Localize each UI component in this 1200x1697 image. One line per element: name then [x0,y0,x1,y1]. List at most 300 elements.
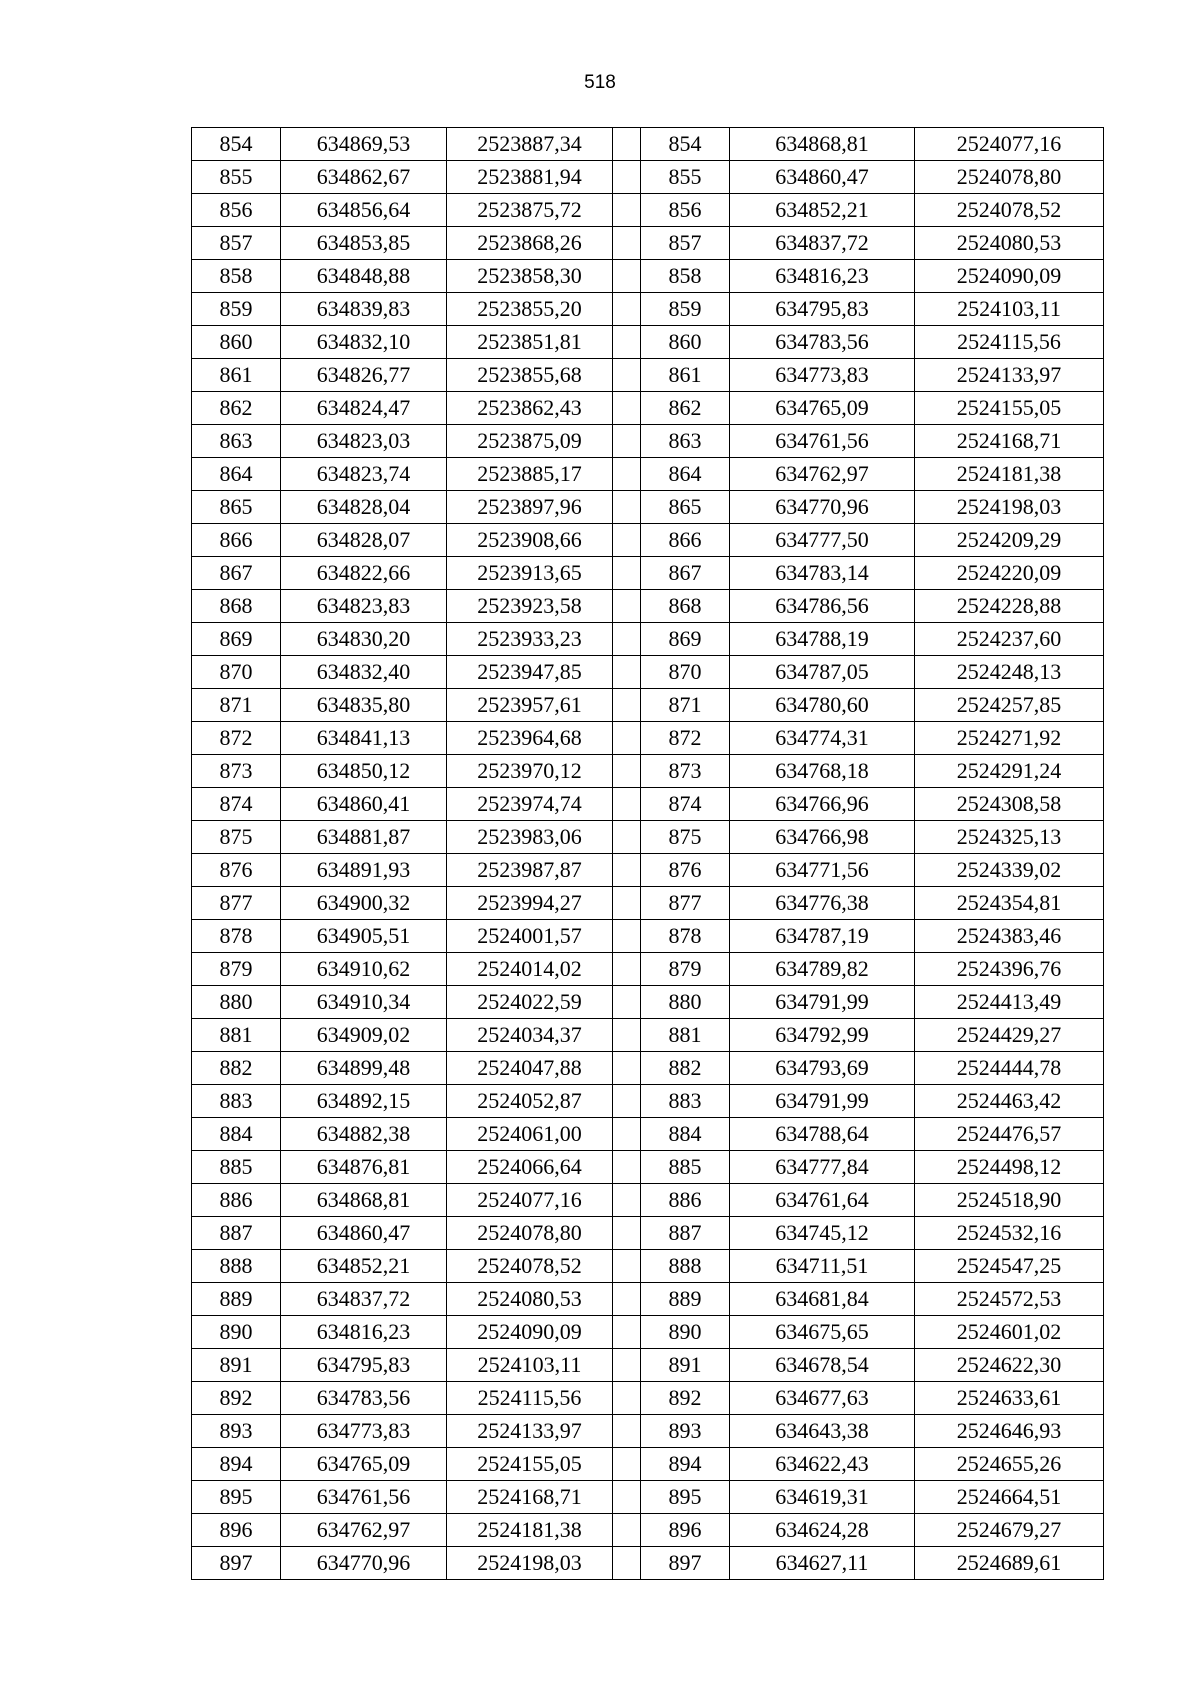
y-coordinate-right: 2524155,05 [915,392,1104,425]
x-coordinate-right: 634678,54 [730,1349,915,1382]
x-coordinate-left: 634860,41 [281,788,447,821]
x-coordinate-left: 634848,88 [281,260,447,293]
x-coordinate-right: 634786,56 [730,590,915,623]
x-coordinate-right: 634761,56 [730,425,915,458]
point-number-left: 873 [192,755,281,788]
table-row [192,326,1104,359]
point-number-left: 864 [192,458,281,491]
y-coordinate-right: 2524664,51 [915,1481,1104,1514]
point-number-left: 880 [192,986,281,1019]
separator-cell [613,458,641,491]
separator-cell [613,161,641,194]
table-row [192,623,1104,656]
table-row [192,953,1104,986]
point-number-left: 869 [192,623,281,656]
point-number-right: 884 [641,1118,730,1151]
y-coordinate-left: 2524103,11 [447,1349,613,1382]
point-number-left: 888 [192,1250,281,1283]
point-number-left: 883 [192,1085,281,1118]
separator-cell [613,821,641,854]
point-number-right: 866 [641,524,730,557]
table-row [192,425,1104,458]
point-number-right: 873 [641,755,730,788]
table-row [192,458,1104,491]
point-number-left: 865 [192,491,281,524]
point-number-left: 863 [192,425,281,458]
point-number-right: 890 [641,1316,730,1349]
point-number-left: 893 [192,1415,281,1448]
separator-cell [613,788,641,821]
separator-cell [613,986,641,1019]
separator-cell [613,1085,641,1118]
point-number-left: 856 [192,194,281,227]
point-number-left: 889 [192,1283,281,1316]
y-coordinate-left: 2523970,12 [447,755,613,788]
y-coordinate-left: 2523875,72 [447,194,613,227]
point-number-left: 891 [192,1349,281,1382]
x-coordinate-right: 634860,47 [730,161,915,194]
x-coordinate-left: 634892,15 [281,1085,447,1118]
y-coordinate-right: 2524271,92 [915,722,1104,755]
point-number-left: 866 [192,524,281,557]
point-number-right: 861 [641,359,730,392]
y-coordinate-left: 2523862,43 [447,392,613,425]
table-row [192,1316,1104,1349]
y-coordinate-right: 2524078,80 [915,161,1104,194]
x-coordinate-left: 634770,96 [281,1547,447,1580]
x-coordinate-left: 634762,97 [281,1514,447,1547]
separator-cell [613,359,641,392]
x-coordinate-left: 634835,80 [281,689,447,722]
separator-cell [613,425,641,458]
x-coordinate-left: 634823,03 [281,425,447,458]
x-coordinate-left: 634876,81 [281,1151,447,1184]
x-coordinate-left: 634795,83 [281,1349,447,1382]
table-row [192,1052,1104,1085]
y-coordinate-left: 2523983,06 [447,821,613,854]
table-row [192,1448,1104,1481]
point-number-right: 874 [641,788,730,821]
separator-cell [613,1349,641,1382]
point-number-right: 868 [641,590,730,623]
y-coordinate-right: 2524633,61 [915,1382,1104,1415]
y-coordinate-right: 2524383,46 [915,920,1104,953]
separator-cell [613,1184,641,1217]
point-number-left: 871 [192,689,281,722]
point-number-right: 858 [641,260,730,293]
x-coordinate-left: 634828,07 [281,524,447,557]
point-number-right: 888 [641,1250,730,1283]
point-number-left: 884 [192,1118,281,1151]
table-row [192,590,1104,623]
y-coordinate-left: 2524090,09 [447,1316,613,1349]
point-number-left: 879 [192,953,281,986]
y-coordinate-right: 2524291,24 [915,755,1104,788]
point-number-right: 878 [641,920,730,953]
point-number-right: 880 [641,986,730,1019]
x-coordinate-right: 634768,18 [730,755,915,788]
x-coordinate-left: 634841,13 [281,722,447,755]
y-coordinate-left: 2523933,23 [447,623,613,656]
point-number-right: 889 [641,1283,730,1316]
x-coordinate-right: 634780,60 [730,689,915,722]
y-coordinate-left: 2523897,96 [447,491,613,524]
point-number-right: 892 [641,1382,730,1415]
x-coordinate-left: 634783,56 [281,1382,447,1415]
point-number-right: 859 [641,293,730,326]
x-coordinate-left: 634862,67 [281,161,447,194]
x-coordinate-left: 634881,87 [281,821,447,854]
y-coordinate-left: 2524155,05 [447,1448,613,1481]
point-number-left: 861 [192,359,281,392]
separator-cell [613,194,641,227]
point-number-right: 855 [641,161,730,194]
table-row [192,557,1104,590]
y-coordinate-right: 2524532,16 [915,1217,1104,1250]
x-coordinate-left: 634828,04 [281,491,447,524]
y-coordinate-right: 2524103,11 [915,293,1104,326]
table-row [192,887,1104,920]
table-row [192,722,1104,755]
x-coordinate-left: 634882,38 [281,1118,447,1151]
y-coordinate-right: 2524429,27 [915,1019,1104,1052]
separator-cell [613,392,641,425]
x-coordinate-left: 634773,83 [281,1415,447,1448]
y-coordinate-right: 2524518,90 [915,1184,1104,1217]
page-number: 518 [584,72,616,93]
x-coordinate-right: 634795,83 [730,293,915,326]
table-row [192,755,1104,788]
point-number-right: 887 [641,1217,730,1250]
y-coordinate-right: 2524396,76 [915,953,1104,986]
table-row [192,1019,1104,1052]
y-coordinate-right: 2524133,97 [915,359,1104,392]
point-number-right: 894 [641,1448,730,1481]
y-coordinate-left: 2524078,52 [447,1250,613,1283]
point-number-right: 869 [641,623,730,656]
y-coordinate-left: 2523974,74 [447,788,613,821]
point-number-left: 858 [192,260,281,293]
x-coordinate-right: 634766,98 [730,821,915,854]
y-coordinate-left: 2524078,80 [447,1217,613,1250]
x-coordinate-right: 634787,05 [730,656,915,689]
point-number-left: 854 [192,128,281,161]
separator-cell [613,293,641,326]
y-coordinate-right: 2524198,03 [915,491,1104,524]
y-coordinate-left: 2523875,09 [447,425,613,458]
point-number-right: 886 [641,1184,730,1217]
y-coordinate-left: 2524014,02 [447,953,613,986]
x-coordinate-left: 634910,34 [281,986,447,1019]
table-row [192,128,1104,161]
y-coordinate-right: 2524354,81 [915,887,1104,920]
y-coordinate-left: 2524001,57 [447,920,613,953]
point-number-left: 874 [192,788,281,821]
x-coordinate-left: 634853,85 [281,227,447,260]
table-row [192,392,1104,425]
separator-cell [613,953,641,986]
x-coordinate-right: 634765,09 [730,392,915,425]
point-number-right: 856 [641,194,730,227]
x-coordinate-right: 634675,65 [730,1316,915,1349]
table-row [192,260,1104,293]
point-number-left: 867 [192,557,281,590]
y-coordinate-right: 2524220,09 [915,557,1104,590]
point-number-right: 877 [641,887,730,920]
x-coordinate-left: 634910,62 [281,953,447,986]
x-coordinate-right: 634677,63 [730,1382,915,1415]
table-row [192,920,1104,953]
y-coordinate-right: 2524308,58 [915,788,1104,821]
point-number-right: 854 [641,128,730,161]
point-number-right: 872 [641,722,730,755]
table-row [192,821,1104,854]
point-number-right: 875 [641,821,730,854]
separator-cell [613,689,641,722]
x-coordinate-right: 634791,99 [730,1085,915,1118]
separator-cell [613,1283,641,1316]
separator-cell [613,656,641,689]
y-coordinate-right: 2524078,52 [915,194,1104,227]
table-row [192,1283,1104,1316]
point-number-right: 871 [641,689,730,722]
y-coordinate-left: 2523851,81 [447,326,613,359]
x-coordinate-right: 634762,97 [730,458,915,491]
point-number-left: 862 [192,392,281,425]
y-coordinate-left: 2523957,61 [447,689,613,722]
y-coordinate-left: 2524181,38 [447,1514,613,1547]
point-number-right: 879 [641,953,730,986]
y-coordinate-right: 2524679,27 [915,1514,1104,1547]
y-coordinate-right: 2524444,78 [915,1052,1104,1085]
separator-cell [613,1547,641,1580]
separator-cell [613,1250,641,1283]
y-coordinate-right: 2524168,71 [915,425,1104,458]
table-row [192,1250,1104,1283]
y-coordinate-right: 2524601,02 [915,1316,1104,1349]
separator-cell [613,227,641,260]
y-coordinate-right: 2524646,93 [915,1415,1104,1448]
x-coordinate-right: 634868,81 [730,128,915,161]
point-number-left: 887 [192,1217,281,1250]
y-coordinate-right: 2524080,53 [915,227,1104,260]
point-number-left: 894 [192,1448,281,1481]
x-coordinate-right: 634771,56 [730,854,915,887]
coordinates-table [191,127,1104,1580]
separator-cell [613,623,641,656]
y-coordinate-left: 2524080,53 [447,1283,613,1316]
y-coordinate-left: 2523913,65 [447,557,613,590]
x-coordinate-right: 634792,99 [730,1019,915,1052]
point-number-right: 882 [641,1052,730,1085]
x-coordinate-left: 634856,64 [281,194,447,227]
separator-cell [613,1481,641,1514]
x-coordinate-left: 634839,83 [281,293,447,326]
separator-cell [613,524,641,557]
point-number-right: 896 [641,1514,730,1547]
point-number-left: 881 [192,1019,281,1052]
x-coordinate-left: 634761,56 [281,1481,447,1514]
separator-cell [613,260,641,293]
x-coordinate-left: 634823,74 [281,458,447,491]
table-row [192,1085,1104,1118]
point-number-right: 891 [641,1349,730,1382]
point-number-left: 896 [192,1514,281,1547]
separator-cell [613,1382,641,1415]
point-number-left: 890 [192,1316,281,1349]
y-coordinate-right: 2524463,42 [915,1085,1104,1118]
point-number-right: 867 [641,557,730,590]
x-coordinate-right: 634643,38 [730,1415,915,1448]
x-coordinate-left: 634826,77 [281,359,447,392]
point-number-right: 895 [641,1481,730,1514]
separator-cell [613,1316,641,1349]
point-number-left: 857 [192,227,281,260]
x-coordinate-left: 634860,47 [281,1217,447,1250]
table-row [192,491,1104,524]
y-coordinate-right: 2524077,16 [915,128,1104,161]
table-row [192,1151,1104,1184]
x-coordinate-right: 634816,23 [730,260,915,293]
x-coordinate-right: 634681,84 [730,1283,915,1316]
x-coordinate-left: 634824,47 [281,392,447,425]
y-coordinate-right: 2524413,49 [915,986,1104,1019]
point-number-left: 885 [192,1151,281,1184]
x-coordinate-right: 634761,64 [730,1184,915,1217]
separator-cell [613,1514,641,1547]
y-coordinate-right: 2524257,85 [915,689,1104,722]
x-coordinate-left: 634868,81 [281,1184,447,1217]
x-coordinate-left: 634891,93 [281,854,447,887]
y-coordinate-left: 2524115,56 [447,1382,613,1415]
y-coordinate-left: 2524066,64 [447,1151,613,1184]
table-row [192,1118,1104,1151]
point-number-left: 895 [192,1481,281,1514]
y-coordinate-left: 2523855,20 [447,293,613,326]
point-number-right: 876 [641,854,730,887]
point-number-right: 870 [641,656,730,689]
x-coordinate-right: 634788,19 [730,623,915,656]
table-row [192,1415,1104,1448]
point-number-right: 857 [641,227,730,260]
table-row [192,854,1104,887]
y-coordinate-left: 2523947,85 [447,656,613,689]
table-row [192,656,1104,689]
separator-cell [613,1118,641,1151]
y-coordinate-right: 2524498,12 [915,1151,1104,1184]
table-row [192,1184,1104,1217]
x-coordinate-right: 634619,31 [730,1481,915,1514]
y-coordinate-left: 2523887,34 [447,128,613,161]
x-coordinate-right: 634793,69 [730,1052,915,1085]
x-coordinate-right: 634774,31 [730,722,915,755]
x-coordinate-left: 634850,12 [281,755,447,788]
separator-cell [613,1448,641,1481]
separator-cell [613,854,641,887]
point-number-left: 876 [192,854,281,887]
point-number-right: 883 [641,1085,730,1118]
table-row [192,227,1104,260]
table-row [192,293,1104,326]
y-coordinate-left: 2523987,87 [447,854,613,887]
y-coordinate-left: 2523908,66 [447,524,613,557]
y-coordinate-left: 2523858,30 [447,260,613,293]
x-coordinate-right: 634787,19 [730,920,915,953]
y-coordinate-left: 2523923,58 [447,590,613,623]
x-coordinate-right: 634776,38 [730,887,915,920]
x-coordinate-right: 634622,43 [730,1448,915,1481]
y-coordinate-right: 2524237,60 [915,623,1104,656]
x-coordinate-left: 634832,10 [281,326,447,359]
table-row [192,1514,1104,1547]
x-coordinate-left: 634905,51 [281,920,447,953]
separator-cell [613,887,641,920]
y-coordinate-left: 2523964,68 [447,722,613,755]
x-coordinate-left: 634899,48 [281,1052,447,1085]
x-coordinate-left: 634823,83 [281,590,447,623]
table-row [192,194,1104,227]
point-number-right: 864 [641,458,730,491]
x-coordinate-right: 634789,82 [730,953,915,986]
separator-cell [613,1052,641,1085]
x-coordinate-left: 634837,72 [281,1283,447,1316]
point-number-right: 862 [641,392,730,425]
point-number-left: 875 [192,821,281,854]
y-coordinate-right: 2524090,09 [915,260,1104,293]
x-coordinate-right: 634783,56 [730,326,915,359]
x-coordinate-right: 634852,21 [730,194,915,227]
point-number-left: 868 [192,590,281,623]
x-coordinate-right: 634777,50 [730,524,915,557]
x-coordinate-left: 634830,20 [281,623,447,656]
y-coordinate-right: 2524622,30 [915,1349,1104,1382]
table-row [192,524,1104,557]
y-coordinate-left: 2523868,26 [447,227,613,260]
x-coordinate-left: 634832,40 [281,656,447,689]
x-coordinate-left: 634869,53 [281,128,447,161]
point-number-right: 863 [641,425,730,458]
x-coordinate-left: 634816,23 [281,1316,447,1349]
y-coordinate-left: 2523994,27 [447,887,613,920]
y-coordinate-left: 2524168,71 [447,1481,613,1514]
table-row [192,1382,1104,1415]
table-row [192,788,1104,821]
separator-cell [613,1151,641,1184]
table-row [192,1217,1104,1250]
y-coordinate-right: 2524209,29 [915,524,1104,557]
point-number-left: 886 [192,1184,281,1217]
y-coordinate-left: 2523855,68 [447,359,613,392]
point-number-right: 860 [641,326,730,359]
point-number-right: 885 [641,1151,730,1184]
x-coordinate-right: 634791,99 [730,986,915,1019]
point-number-left: 870 [192,656,281,689]
separator-cell [613,590,641,623]
x-coordinate-right: 634711,51 [730,1250,915,1283]
point-number-left: 882 [192,1052,281,1085]
x-coordinate-left: 634900,32 [281,887,447,920]
y-coordinate-right: 2524572,53 [915,1283,1104,1316]
y-coordinate-left: 2524022,59 [447,986,613,1019]
x-coordinate-right: 634837,72 [730,227,915,260]
x-coordinate-right: 634783,14 [730,557,915,590]
y-coordinate-right: 2524339,02 [915,854,1104,887]
separator-cell [613,1415,641,1448]
y-coordinate-left: 2524061,00 [447,1118,613,1151]
coordinates-table-body [192,128,1104,1580]
point-number-left: 855 [192,161,281,194]
separator-cell [613,755,641,788]
